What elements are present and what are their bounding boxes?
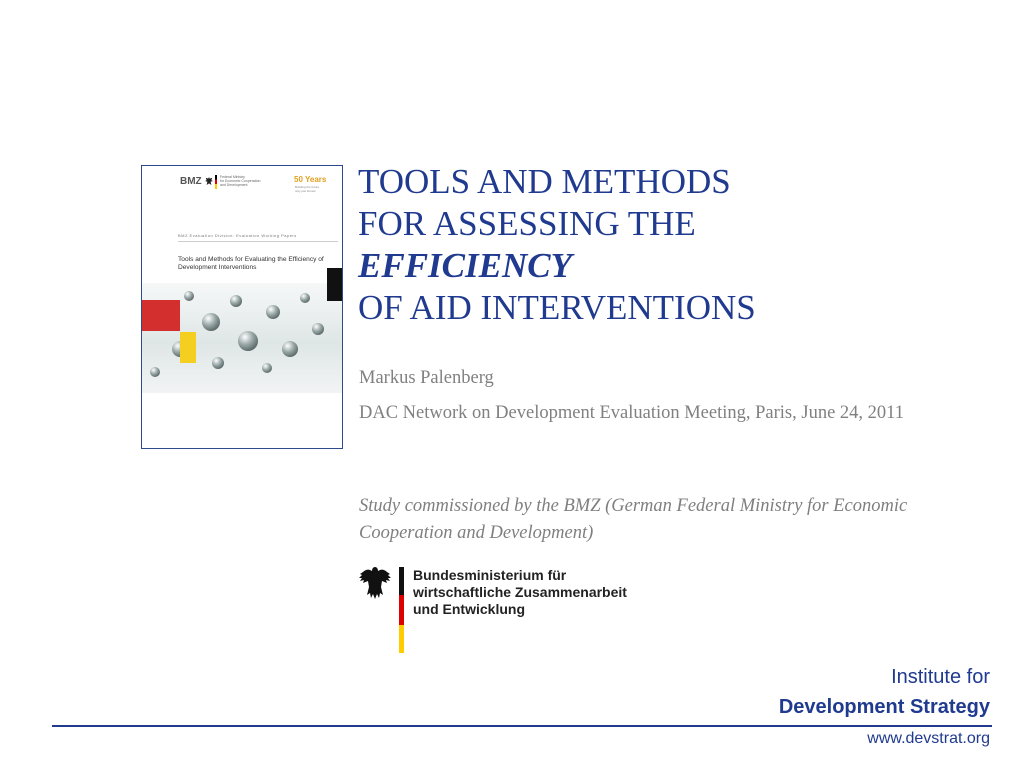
cover-divider: [178, 241, 338, 242]
website-link[interactable]: www.devstrat.org: [867, 730, 990, 747]
cover-black-block: [327, 268, 343, 301]
slide-title: [358, 161, 756, 329]
marble: [150, 367, 160, 377]
marble: [230, 295, 242, 307]
study-note: Study commissioned by the BMZ (German Federal Ministry for Economic Cooperation and Development): [359, 496, 908, 543]
cover-flag-icon: [215, 175, 217, 189]
cover-eagle-icon: [205, 176, 213, 186]
marble: [312, 323, 324, 335]
cover-ministry-text: Federal Ministry for Economic Cooperation and Development: [220, 175, 261, 187]
meeting-info: DAC Network on Development Evaluation Meeting, Paris, June 24, 2011: [359, 403, 904, 423]
author-name: Markus Palenberg: [359, 368, 494, 388]
cover-bmz-logo: BMZ: [180, 176, 202, 187]
cover-yellow-block: [180, 332, 196, 363]
footer-rule: [52, 725, 992, 727]
marble: [300, 293, 310, 303]
marble: [282, 341, 298, 357]
marble: [202, 313, 220, 331]
institute-line-2: Development Strategy: [778, 696, 990, 718]
federal-eagle-icon: [359, 565, 391, 601]
ministry-line-3: und Entwicklung: [413, 601, 525, 617]
title-line-3: EFFICIENCY: [358, 246, 572, 285]
marble: [238, 331, 258, 351]
cover-red-block: [142, 300, 180, 331]
report-cover-image: [141, 165, 343, 449]
cover-anniversary-sub: Building the future only just throws: [295, 185, 320, 193]
marble: [266, 305, 280, 319]
ministry-logo-text: [413, 567, 627, 618]
title-line-4: OF AID INTERVENTIONS: [358, 288, 756, 327]
german-flag-bar: [399, 567, 404, 653]
institute-line-1: Institute for: [891, 666, 990, 688]
ministry-line-1: Bundesministerium für: [413, 567, 567, 583]
marble: [212, 357, 224, 369]
title-line-1: TOOLS AND METHODS: [358, 162, 731, 201]
marble: [184, 291, 194, 301]
cover-series: BMZ Evaluation Division: Evaluation Working Papers: [178, 233, 297, 238]
title-line-2: FOR ASSESSING THE: [358, 204, 696, 243]
cover-title: Tools and Methods for Evaluating the Efficiency of Development Interventions: [178, 256, 324, 271]
cover-anniversary: 50 Years: [294, 175, 327, 184]
marble: [262, 363, 272, 373]
ministry-line-2: wirtschaftliche Zusammenarbeit: [413, 584, 627, 600]
